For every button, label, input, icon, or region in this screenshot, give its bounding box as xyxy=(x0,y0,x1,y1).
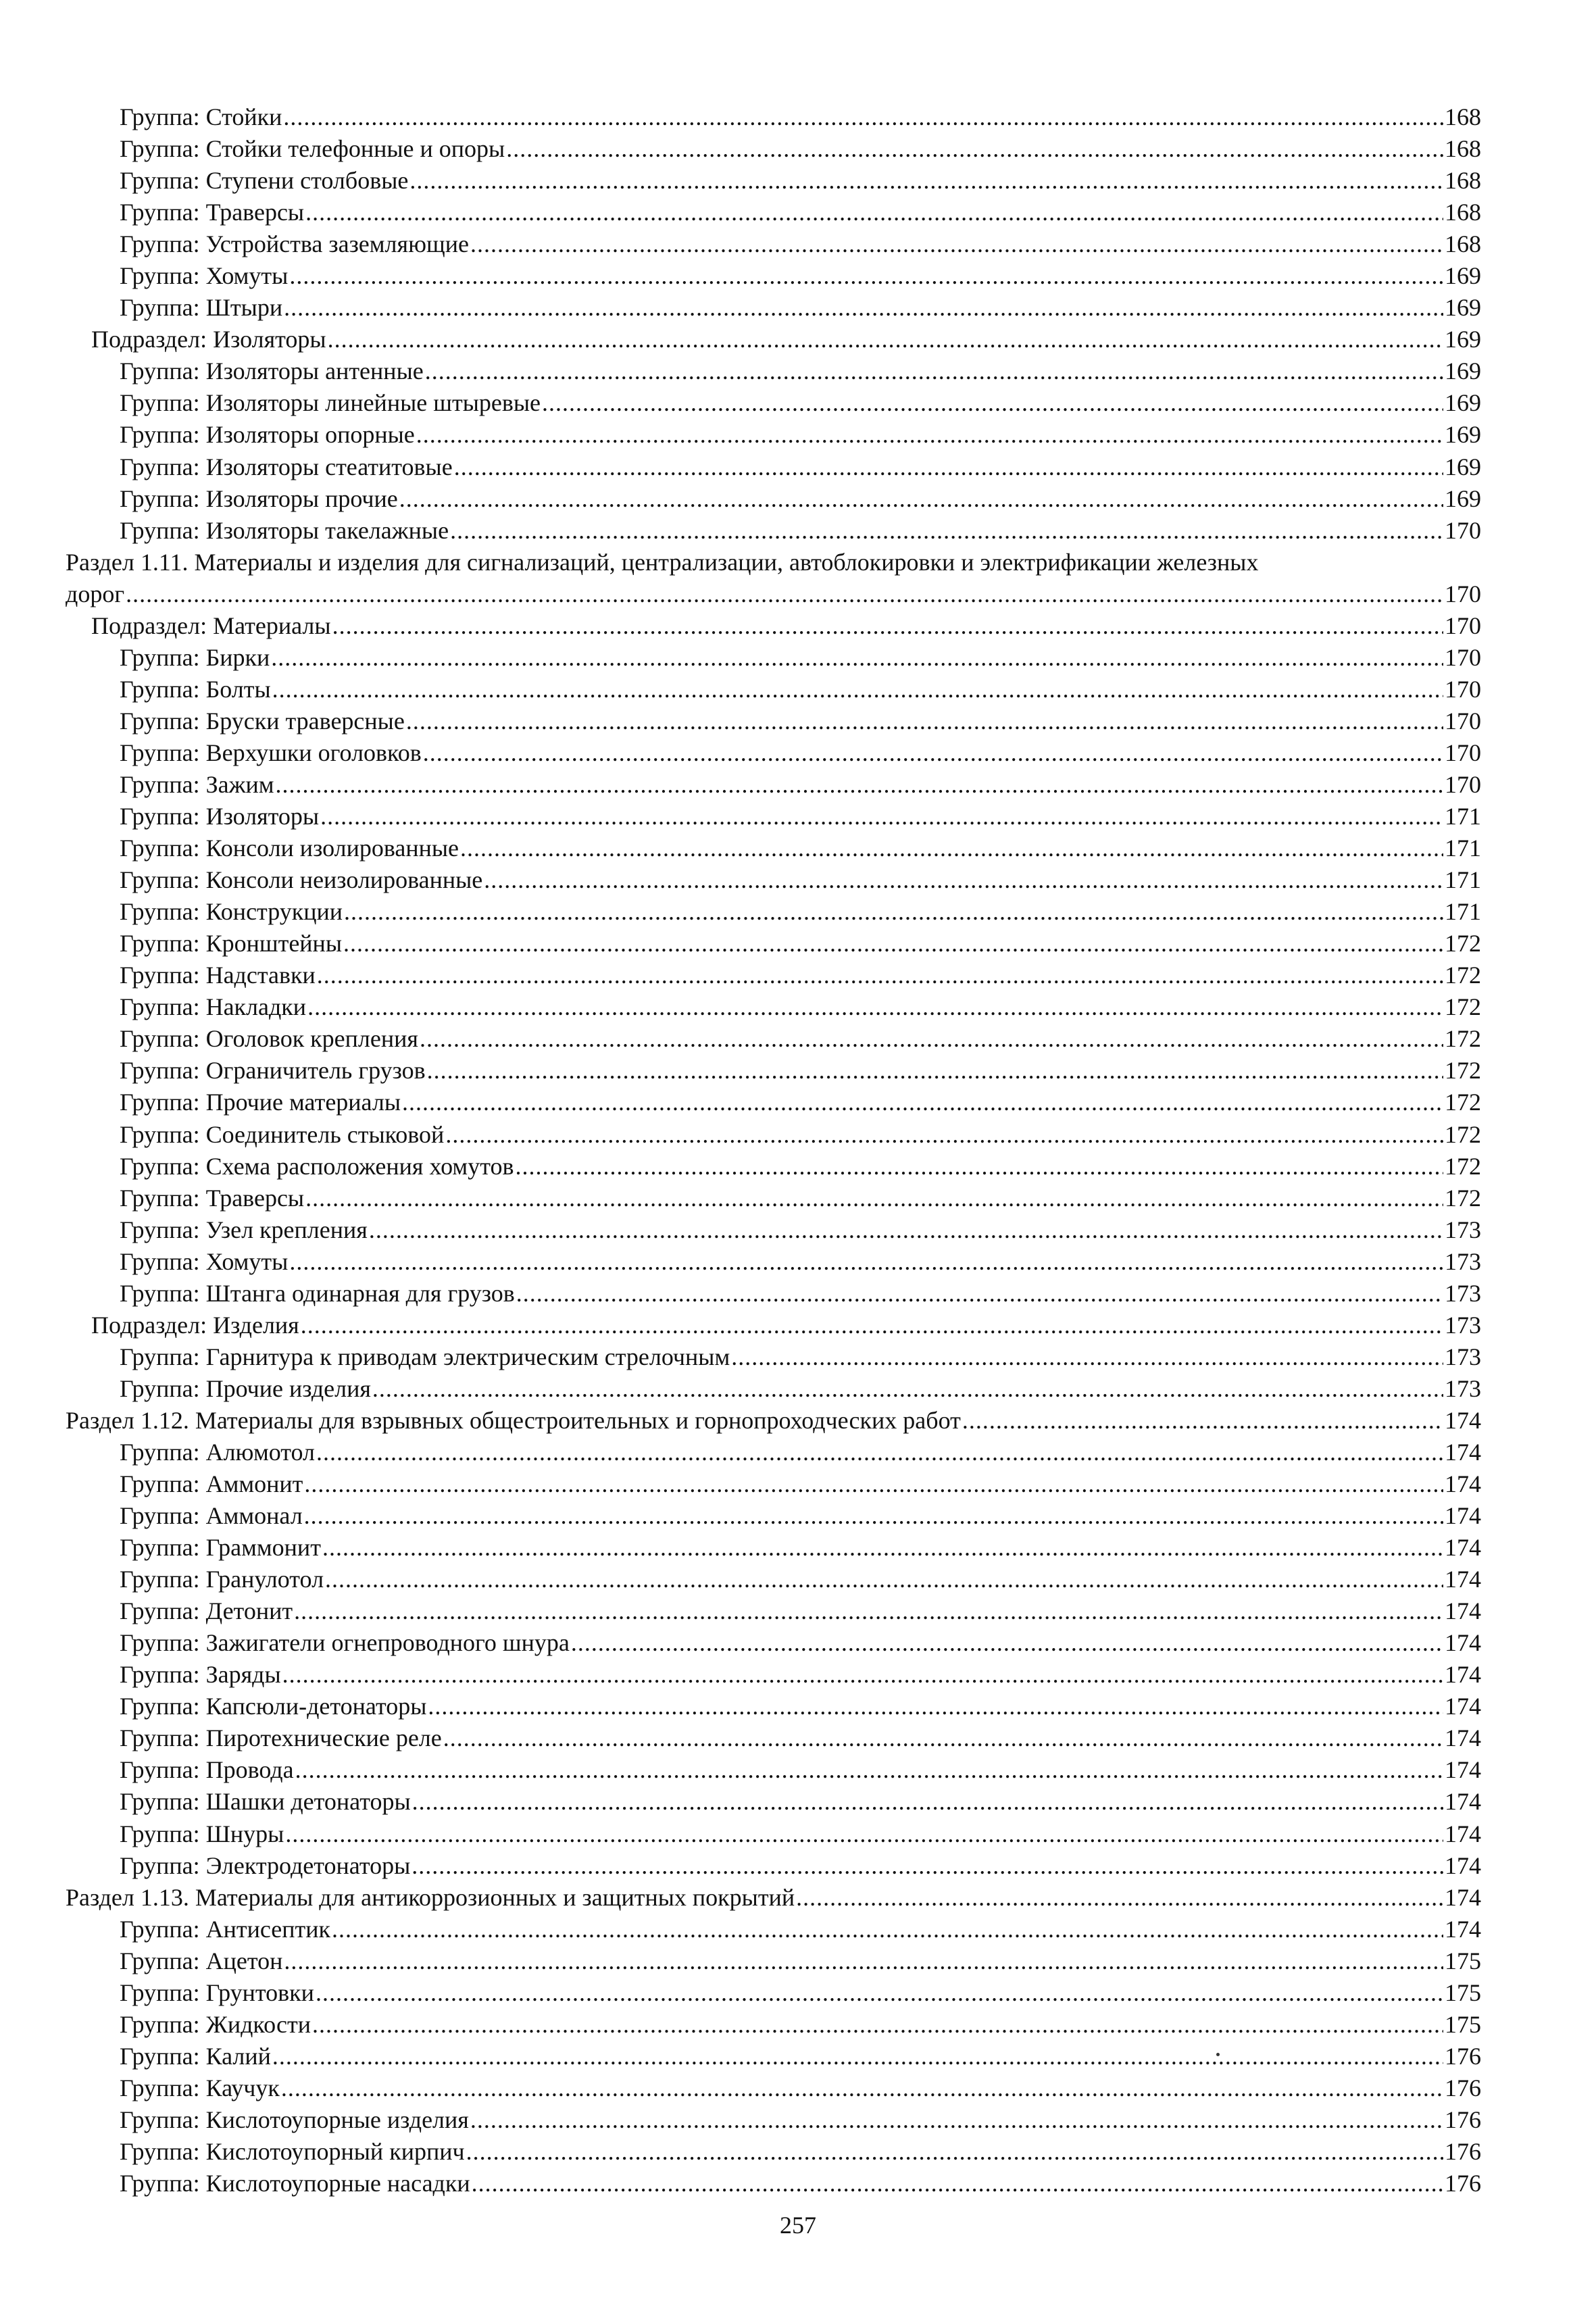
toc-entry-title: Группа: Штыри xyxy=(120,294,283,322)
toc-entry-page: 173 xyxy=(1445,1374,1481,1402)
dot-leader xyxy=(312,2009,1443,2041)
table-of-contents xyxy=(66,101,1481,2199)
dot-leader xyxy=(304,1500,1443,1532)
toc-entry-page: 174 xyxy=(1445,1883,1481,1911)
toc-entry-title: Группа: Зажигатели огнепроводного шнура xyxy=(120,1629,570,1657)
toc-entry-page: 169 xyxy=(1445,389,1481,417)
toc-entry-page: 169 xyxy=(1445,453,1481,480)
dot-leader xyxy=(412,1850,1443,1882)
toc-entry xyxy=(66,1945,1481,1977)
dot-leader xyxy=(284,1945,1443,1977)
dot-leader xyxy=(515,1151,1443,1183)
toc-entry-title: Группа: Бирки xyxy=(120,643,270,671)
toc-entry-title: Подраздел: Изделия xyxy=(91,1311,299,1339)
toc-entry-title: Группа: Консоли неизолированные xyxy=(120,866,483,894)
toc-entry-title: Группа: Жидкости xyxy=(120,2010,311,2038)
toc-entry-title: Группа: Калий xyxy=(120,2042,271,2070)
dot-leader xyxy=(460,832,1443,864)
dot-leader xyxy=(344,896,1443,928)
toc-entry xyxy=(66,1595,1481,1627)
toc-entry-title: Группа: Ступени столбовые xyxy=(120,167,409,195)
dot-leader xyxy=(295,1754,1443,1786)
toc-entry xyxy=(66,1850,1481,1882)
toc-entry-title: Группа: Аммонал xyxy=(120,1502,303,1530)
dot-leader xyxy=(484,864,1443,896)
toc-entry-title: Группа: Хомуты xyxy=(120,262,289,290)
toc-entry-page: 174 xyxy=(1445,1470,1481,1498)
toc-entry-page: 172 xyxy=(1445,1025,1481,1053)
dot-leader xyxy=(409,165,1443,197)
toc-entry-page: 174 xyxy=(1445,1915,1481,1943)
toc-entry-title: Группа: Траверсы xyxy=(120,1184,305,1212)
dot-leader xyxy=(423,737,1443,769)
toc-entry-title: дорог xyxy=(66,580,125,607)
stray-mark xyxy=(1216,2053,1220,2056)
toc-entry xyxy=(66,355,1481,387)
toc-entry-page: 175 xyxy=(1445,1947,1481,1974)
toc-entry-title: Группа: Ограничитель грузов xyxy=(120,1057,426,1085)
toc-entry-page: 171 xyxy=(1445,835,1481,862)
dot-leader xyxy=(472,2168,1443,2199)
toc-entry-title: Подраздел: Материалы xyxy=(91,612,331,639)
toc-entry-title: Группа: Гарнитура к приводам электрическим стрелочным xyxy=(120,1343,730,1370)
toc-entry-title: Подраздел: Изоляторы xyxy=(91,326,326,353)
toc-entry xyxy=(66,133,1481,165)
dot-leader xyxy=(316,1977,1443,2009)
toc-entry xyxy=(66,1310,1481,1341)
toc-entry xyxy=(66,1882,1481,1914)
toc-entry-title: Группа: Каучук xyxy=(120,2074,280,2101)
toc-entry xyxy=(66,610,1481,642)
toc-entry-title: Раздел 1.13. Материалы для антикоррозионных и защитных покрытий xyxy=(66,1883,795,1911)
toc-entry-page: 173 xyxy=(1445,1279,1481,1307)
toc-entry xyxy=(66,1468,1481,1500)
toc-entry-page: 173 xyxy=(1445,1343,1481,1370)
dot-leader xyxy=(305,197,1443,228)
toc-entry-title: Группа: Пиротехнические реле xyxy=(120,1724,442,1752)
toc-entry xyxy=(66,1722,1481,1754)
toc-entry-title: Раздел 1.11. Материалы и изделия для сигнализаций, централизации, автоблокировки и электрификации железных xyxy=(66,548,1259,576)
toc-entry-title: Группа: Схема расположения хомутов xyxy=(120,1152,514,1180)
dot-leader xyxy=(272,2041,1443,2072)
toc-entry-page: 174 xyxy=(1445,1788,1481,1816)
toc-entry-page: 176 xyxy=(1445,2106,1481,2133)
dot-leader xyxy=(289,1246,1443,1278)
toc-entry xyxy=(66,547,1481,578)
toc-entry-title: Группа: Верхушки оголовков xyxy=(120,739,422,766)
toc-entry-title: Группа: Изоляторы линейные штыревые xyxy=(120,389,541,417)
toc-entry xyxy=(66,419,1481,451)
toc-entry-page: 174 xyxy=(1445,1502,1481,1530)
toc-entry xyxy=(66,451,1481,483)
toc-entry-page: 175 xyxy=(1445,2010,1481,2038)
toc-entry-title: Группа: Гранулотол xyxy=(120,1566,324,1593)
dot-leader xyxy=(322,1532,1443,1564)
toc-entry xyxy=(66,864,1481,896)
toc-entry xyxy=(66,1341,1481,1373)
dot-leader xyxy=(425,355,1443,387)
toc-entry-page: 173 xyxy=(1445,1216,1481,1243)
toc-entry-title: Группа: Накладки xyxy=(120,993,307,1021)
dot-leader xyxy=(427,1055,1443,1087)
dot-leader xyxy=(301,1310,1443,1341)
toc-entry-title: Группа: Надставки xyxy=(120,962,316,989)
toc-entry-page: 174 xyxy=(1445,1597,1481,1625)
toc-entry xyxy=(66,1659,1481,1691)
dot-leader xyxy=(307,991,1443,1023)
toc-entry-page: 174 xyxy=(1445,1851,1481,1879)
dot-leader xyxy=(416,419,1443,451)
toc-entry-page: 171 xyxy=(1445,898,1481,926)
toc-entry-title: Группа: Изоляторы стеатитовые xyxy=(120,453,453,480)
toc-entry-page: 168 xyxy=(1445,199,1481,226)
toc-entry-page: 173 xyxy=(1445,1247,1481,1275)
dot-leader xyxy=(420,1023,1443,1055)
dot-leader xyxy=(412,1786,1443,1818)
dot-leader xyxy=(343,928,1443,960)
toc-entry-title: Группа: Грунтовки xyxy=(120,1978,314,2006)
toc-entry-title: Группа: Шашки детонаторы xyxy=(120,1788,411,1816)
toc-entry-title: Группа: Соединитель стыковой xyxy=(120,1120,445,1148)
toc-entry xyxy=(66,737,1481,769)
toc-entry xyxy=(66,1786,1481,1818)
toc-entry-title: Группа: Аммонит xyxy=(120,1470,303,1498)
toc-entry xyxy=(66,2041,1481,2072)
toc-entry xyxy=(66,1914,1481,1945)
dot-leader xyxy=(445,1119,1443,1151)
dot-leader xyxy=(289,260,1443,292)
dot-leader xyxy=(470,228,1443,260)
toc-entry xyxy=(66,1818,1481,1850)
toc-entry xyxy=(66,101,1481,133)
dot-leader xyxy=(372,1373,1443,1405)
toc-entry xyxy=(66,1500,1481,1532)
toc-entry xyxy=(66,1532,1481,1564)
toc-entry-page: 172 xyxy=(1445,1152,1481,1180)
toc-entry-page: 174 xyxy=(1445,1724,1481,1752)
toc-entry-title: Группа: Зажим xyxy=(120,770,274,798)
toc-entry-title: Группа: Кислотоупорные насадки xyxy=(120,2170,470,2197)
dot-leader xyxy=(285,1818,1443,1850)
toc-entry xyxy=(66,674,1481,705)
dot-leader xyxy=(320,801,1443,832)
dot-leader xyxy=(305,1183,1443,1214)
toc-entry-title: Группа: Детонит xyxy=(120,1597,293,1625)
toc-entry-page: 168 xyxy=(1445,135,1481,163)
toc-entry-page: 172 xyxy=(1445,1184,1481,1212)
toc-entry-title: Группа: Хомуты xyxy=(120,1247,289,1275)
dot-leader xyxy=(399,483,1443,515)
toc-entry-page: 176 xyxy=(1445,2042,1481,2070)
toc-entry-title: Группа: Штанга одинарная для грузов xyxy=(120,1279,515,1307)
toc-entry-page: 174 xyxy=(1445,1629,1481,1657)
toc-entry-page: 176 xyxy=(1445,2170,1481,2197)
dot-leader xyxy=(284,292,1443,324)
toc-entry xyxy=(66,2104,1481,2136)
toc-entry-page: 169 xyxy=(1445,357,1481,385)
toc-entry-title: Группа: Ацетон xyxy=(120,1947,283,1974)
dot-leader xyxy=(516,1278,1443,1310)
dot-leader xyxy=(332,1914,1443,1945)
toc-entry-title: Группа: Изоляторы xyxy=(120,803,320,830)
toc-entry xyxy=(66,1119,1481,1151)
toc-entry-page: 174 xyxy=(1445,1661,1481,1689)
dot-leader xyxy=(470,2104,1443,2136)
toc-entry-page: 169 xyxy=(1445,484,1481,512)
toc-entry-page: 171 xyxy=(1445,866,1481,894)
toc-entry xyxy=(66,801,1481,832)
toc-entry-page: 169 xyxy=(1445,294,1481,322)
toc-entry-page: 176 xyxy=(1445,2138,1481,2165)
toc-entry-title: Группа: Изоляторы такелажные xyxy=(120,516,449,544)
dot-leader xyxy=(466,2136,1443,2168)
dot-leader xyxy=(332,610,1443,642)
dot-leader xyxy=(443,1722,1443,1754)
toc-entry-page: 170 xyxy=(1445,516,1481,544)
toc-entry-page: 170 xyxy=(1445,707,1481,735)
toc-entry-title: Группа: Капсюли-детонаторы xyxy=(120,1693,427,1720)
toc-entry-page: 168 xyxy=(1445,167,1481,195)
toc-entry xyxy=(66,260,1481,292)
toc-entry-page: 169 xyxy=(1445,262,1481,290)
page-number: 257 xyxy=(780,2212,816,2239)
toc-entry-title: Раздел 1.12. Материалы для взрывных общестроительных и горнопроходческих работ xyxy=(66,1406,961,1434)
toc-entry xyxy=(66,1278,1481,1310)
toc-entry xyxy=(66,324,1481,355)
toc-entry xyxy=(66,483,1481,515)
toc-entry-title: Группа: Антисептик xyxy=(120,1915,330,1943)
toc-entry-title: Группа: Болты xyxy=(120,675,271,703)
toc-entry xyxy=(66,2009,1481,2041)
toc-entry xyxy=(66,1023,1481,1055)
toc-entry-title: Группа: Изоляторы прочие xyxy=(120,484,398,512)
toc-entry-page: 172 xyxy=(1445,930,1481,957)
dot-leader xyxy=(962,1405,1443,1437)
toc-entry xyxy=(66,2168,1481,2199)
toc-entry xyxy=(66,960,1481,991)
dot-leader xyxy=(571,1627,1443,1659)
toc-entry xyxy=(66,1087,1481,1118)
dot-leader xyxy=(316,1437,1443,1468)
dot-leader xyxy=(328,324,1443,355)
dot-leader xyxy=(272,674,1443,705)
dot-leader xyxy=(325,1564,1443,1595)
toc-entry-title: Группа: Стойки xyxy=(120,103,282,130)
toc-entry-title: Группа: Конструкции xyxy=(120,898,343,926)
toc-entry xyxy=(66,2136,1481,2168)
toc-entry xyxy=(66,1055,1481,1087)
toc-entry xyxy=(66,515,1481,547)
toc-entry-page: 174 xyxy=(1445,1566,1481,1593)
toc-entry-title: Группа: Узел крепления xyxy=(120,1216,368,1243)
toc-entry xyxy=(66,832,1481,864)
toc-entry-title: Группа: Устройства заземляющие xyxy=(120,230,469,258)
toc-entry xyxy=(66,292,1481,324)
dot-leader xyxy=(126,578,1443,610)
dot-leader xyxy=(283,101,1443,133)
toc-entry xyxy=(66,769,1481,801)
toc-entry xyxy=(66,928,1481,960)
dot-leader xyxy=(317,960,1443,991)
toc-entry-title: Группа: Траверсы xyxy=(120,199,305,226)
toc-entry xyxy=(66,2072,1481,2104)
toc-entry-title: Группа: Кронштейны xyxy=(120,930,343,957)
dot-leader xyxy=(276,769,1443,801)
toc-entry xyxy=(66,705,1481,737)
toc-entry xyxy=(66,1977,1481,2009)
dot-leader xyxy=(454,451,1443,483)
toc-entry xyxy=(66,1627,1481,1659)
toc-entry-title: Группа: Стойки телефонные и опоры xyxy=(120,135,505,163)
dot-leader xyxy=(271,642,1443,674)
toc-entry-title: Группа: Изоляторы антенные xyxy=(120,357,424,385)
toc-entry xyxy=(66,1183,1481,1214)
toc-entry-title: Группа: Прочие материалы xyxy=(120,1089,401,1116)
dot-leader xyxy=(281,2072,1443,2104)
toc-entry-page: 174 xyxy=(1445,1534,1481,1562)
toc-entry-page: 170 xyxy=(1445,770,1481,798)
toc-entry-title: Группа: Изоляторы опорные xyxy=(120,421,415,449)
toc-entry xyxy=(66,1437,1481,1468)
dot-leader xyxy=(428,1691,1443,1722)
toc-entry-page: 172 xyxy=(1445,1057,1481,1085)
toc-entry-page: 169 xyxy=(1445,326,1481,353)
toc-entry-page: 176 xyxy=(1445,2074,1481,2101)
dot-leader xyxy=(369,1214,1443,1246)
toc-entry-title: Группа: Электродетонаторы xyxy=(120,1851,411,1879)
toc-entry-title: Группа: Бруски траверсные xyxy=(120,707,405,735)
toc-entry-page: 175 xyxy=(1445,1978,1481,2006)
toc-entry-page: 173 xyxy=(1445,1311,1481,1339)
dot-leader xyxy=(506,133,1443,165)
dot-leader xyxy=(304,1468,1443,1500)
toc-entry-page: 174 xyxy=(1445,1438,1481,1466)
toc-entry-title: Группа: Граммонит xyxy=(120,1534,321,1562)
toc-entry-page: 170 xyxy=(1445,643,1481,671)
dot-leader xyxy=(796,1882,1443,1914)
toc-entry xyxy=(66,1691,1481,1722)
toc-entry-page: 168 xyxy=(1445,230,1481,258)
toc-entry-title: Группа: Провода xyxy=(120,1756,294,1784)
toc-entry-page: 171 xyxy=(1445,803,1481,830)
toc-entry-title: Группа: Кислотоупорный кирпич xyxy=(120,2138,465,2165)
toc-entry-title: Группа: Оголовок крепления xyxy=(120,1025,418,1053)
toc-entry-title: Группа: Консоли изолированные xyxy=(120,835,459,862)
toc-entry xyxy=(66,1246,1481,1278)
dot-leader xyxy=(282,1659,1443,1691)
toc-entry-page: 169 xyxy=(1445,421,1481,449)
toc-entry-page: 172 xyxy=(1445,962,1481,989)
toc-entry-title: Группа: Прочие изделия xyxy=(120,1374,371,1402)
toc-entry xyxy=(66,1373,1481,1405)
toc-entry-page: 174 xyxy=(1445,1693,1481,1720)
toc-entry xyxy=(66,991,1481,1023)
toc-entry-page: 170 xyxy=(1445,580,1481,607)
toc-entry xyxy=(66,1151,1481,1183)
toc-entry-title: Группа: Шнуры xyxy=(120,1820,284,1847)
toc-entry xyxy=(66,197,1481,228)
toc-entry xyxy=(66,642,1481,674)
toc-entry-title: Группа: Кислотоупорные изделия xyxy=(120,2106,469,2133)
toc-entry-page: 170 xyxy=(1445,675,1481,703)
toc-entry xyxy=(66,1754,1481,1786)
dot-leader xyxy=(402,1087,1443,1118)
toc-entry-page: 174 xyxy=(1445,1756,1481,1784)
toc-entry-page: 174 xyxy=(1445,1406,1481,1434)
toc-entry-page: 172 xyxy=(1445,993,1481,1021)
toc-entry xyxy=(66,1405,1481,1437)
toc-entry xyxy=(66,1214,1481,1246)
toc-entry-page: 172 xyxy=(1445,1089,1481,1116)
toc-entry-title: Группа: Алюмотол xyxy=(120,1438,316,1466)
toc-entry-page: 170 xyxy=(1445,612,1481,639)
dot-leader xyxy=(406,705,1443,737)
dot-leader xyxy=(450,515,1443,547)
toc-entry xyxy=(66,387,1481,419)
toc-entry-page: 174 xyxy=(1445,1820,1481,1847)
toc-entry xyxy=(66,896,1481,928)
toc-entry-page: 172 xyxy=(1445,1120,1481,1148)
toc-entry xyxy=(66,1564,1481,1595)
toc-entry-title: Группа: Заряды xyxy=(120,1661,281,1689)
toc-entry xyxy=(66,165,1481,197)
dot-leader xyxy=(731,1341,1443,1373)
dot-leader xyxy=(542,387,1443,419)
toc-entry xyxy=(66,578,1481,610)
toc-entry xyxy=(66,228,1481,260)
dot-leader xyxy=(294,1595,1443,1627)
toc-entry-page: 170 xyxy=(1445,739,1481,766)
toc-entry-page: 168 xyxy=(1445,103,1481,130)
